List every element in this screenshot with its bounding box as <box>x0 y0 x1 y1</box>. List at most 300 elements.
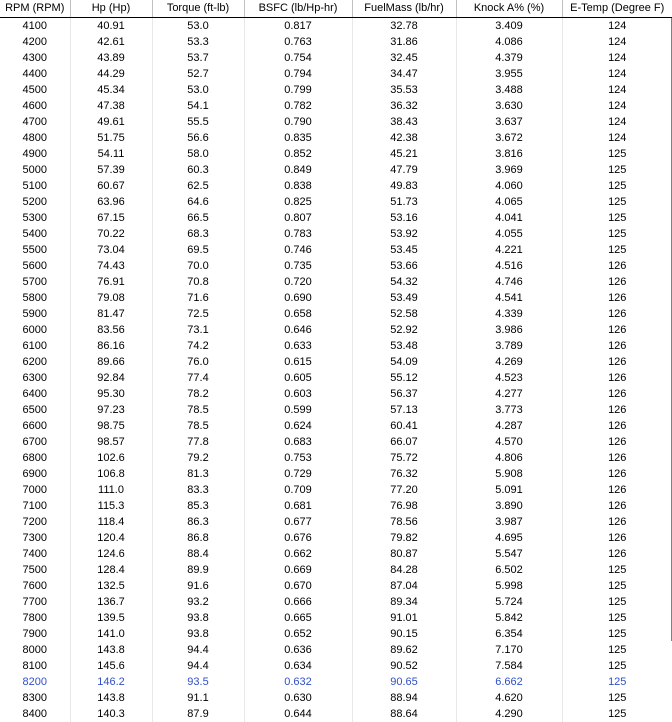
table-cell: 5000 <box>0 162 70 178</box>
table-cell: 75.72 <box>352 450 456 466</box>
table-cell: 125 <box>562 210 672 226</box>
table-cell: 3.816 <box>456 146 562 162</box>
table-cell: 49.83 <box>352 178 456 194</box>
table-cell: 7800 <box>0 610 70 626</box>
table-cell: 8100 <box>0 658 70 674</box>
table-cell: 0.838 <box>244 178 352 194</box>
table-cell: 8400 <box>0 706 70 722</box>
table-cell: 125 <box>562 162 672 178</box>
table-cell: 66.5 <box>152 210 244 226</box>
table-cell: 4.516 <box>456 258 562 274</box>
table-cell: 7700 <box>0 594 70 610</box>
table-cell: 3.789 <box>456 338 562 354</box>
table-cell: 32.45 <box>352 50 456 66</box>
table-cell: 126 <box>562 338 672 354</box>
table-cell: 140.3 <box>70 706 152 722</box>
table-cell: 4.570 <box>456 434 562 450</box>
table-header <box>0 0 672 18</box>
table-cell: 4.277 <box>456 386 562 402</box>
table-cell: 86.8 <box>152 530 244 546</box>
table-cell: 4.290 <box>456 706 562 722</box>
table-cell: 70.8 <box>152 274 244 290</box>
table-cell: 53.45 <box>352 242 456 258</box>
table-cell: 47.79 <box>352 162 456 178</box>
table-cell: 102.6 <box>70 450 152 466</box>
table-cell: 73.04 <box>70 242 152 258</box>
table-cell: 146.2 <box>70 674 152 690</box>
table-cell: 125 <box>562 146 672 162</box>
table-cell: 0.729 <box>244 466 352 482</box>
table-row[interactable] <box>0 370 672 386</box>
table-cell: 136.7 <box>70 594 152 610</box>
table-row[interactable] <box>0 450 672 466</box>
table-cell: 125 <box>562 642 672 658</box>
table-cell: 125 <box>562 626 672 642</box>
table-cell: 124 <box>562 98 672 114</box>
table-cell: 0.807 <box>244 210 352 226</box>
table-cell: 3.672 <box>456 130 562 146</box>
table-cell: 7.170 <box>456 642 562 658</box>
table-cell: 68.3 <box>152 226 244 242</box>
table-row[interactable] <box>0 482 672 498</box>
table-row[interactable] <box>0 434 672 450</box>
table-cell: 0.677 <box>244 514 352 530</box>
table-row[interactable] <box>0 226 672 242</box>
column-header-hp[interactable]: Hp (Hp) <box>70 0 152 18</box>
table-cell: 7.584 <box>456 658 562 674</box>
table-cell: 53.3 <box>152 34 244 50</box>
table-cell: 6800 <box>0 450 70 466</box>
table-cell: 0.624 <box>244 418 352 434</box>
table-row[interactable] <box>0 690 672 706</box>
table-cell: 0.720 <box>244 274 352 290</box>
table-cell: 125 <box>562 562 672 578</box>
table-cell: 85.3 <box>152 498 244 514</box>
table-row[interactable] <box>0 18 672 35</box>
table-cell: 72.5 <box>152 306 244 322</box>
table-cell: 126 <box>562 434 672 450</box>
table-cell: 53.48 <box>352 338 456 354</box>
table-row[interactable] <box>0 114 672 130</box>
table-cell: 64.6 <box>152 194 244 210</box>
table-cell: 120.4 <box>70 530 152 546</box>
table-cell: 88.94 <box>352 690 456 706</box>
table-cell: 53.92 <box>352 226 456 242</box>
table-cell: 89.62 <box>352 642 456 658</box>
table-cell: 86.16 <box>70 338 152 354</box>
table-cell: 3.986 <box>456 322 562 338</box>
table-cell: 0.825 <box>244 194 352 210</box>
table-cell: 76.0 <box>152 354 244 370</box>
table-row[interactable] <box>0 34 672 50</box>
table-cell: 3.969 <box>456 162 562 178</box>
table-row[interactable] <box>0 274 672 290</box>
table-cell: 94.4 <box>152 658 244 674</box>
table-cell: 54.09 <box>352 354 456 370</box>
table-cell: 0.605 <box>244 370 352 386</box>
table-cell: 93.2 <box>152 594 244 610</box>
table-cell: 125 <box>562 610 672 626</box>
table-cell: 125 <box>562 674 672 690</box>
column-header-bsfc[interactable]: BSFC (lb/Hp-hr) <box>244 0 352 18</box>
table-row[interactable] <box>0 466 672 482</box>
column-header-etemp[interactable]: E-Temp (Degree F) <box>562 0 672 18</box>
table-row[interactable] <box>0 386 672 402</box>
table-cell: 88.4 <box>152 546 244 562</box>
table-cell: 0.783 <box>244 226 352 242</box>
table-cell: 4900 <box>0 146 70 162</box>
table-row[interactable] <box>0 514 672 530</box>
table-cell: 0.690 <box>244 290 352 306</box>
table-row[interactable] <box>0 258 672 274</box>
table-cell: 93.5 <box>152 674 244 690</box>
table-cell: 6300 <box>0 370 70 386</box>
table-cell: 79.2 <box>152 450 244 466</box>
table-cell: 76.32 <box>352 466 456 482</box>
table-row[interactable] <box>0 66 672 82</box>
table-cell: 78.2 <box>152 386 244 402</box>
table-cell: 0.669 <box>244 562 352 578</box>
table-row[interactable] <box>0 98 672 114</box>
table-cell: 3.637 <box>456 114 562 130</box>
table-cell: 0.632 <box>244 674 352 690</box>
table-row[interactable] <box>0 130 672 146</box>
table-row[interactable] <box>0 50 672 66</box>
table-cell: 125 <box>562 690 672 706</box>
table-cell: 4500 <box>0 82 70 98</box>
table-row[interactable] <box>0 530 672 546</box>
table-cell: 94.4 <box>152 642 244 658</box>
table-cell: 126 <box>562 274 672 290</box>
table-cell: 58.0 <box>152 146 244 162</box>
table-cell: 6500 <box>0 402 70 418</box>
table-cell: 60.67 <box>70 178 152 194</box>
table-cell: 3.987 <box>456 514 562 530</box>
table-row[interactable] <box>0 210 672 226</box>
table-cell: 34.47 <box>352 66 456 82</box>
table-cell: 125 <box>562 226 672 242</box>
table-cell: 124 <box>562 18 672 35</box>
table-cell: 124 <box>562 50 672 66</box>
table-cell: 0.763 <box>244 34 352 50</box>
table-row[interactable] <box>0 578 672 594</box>
table-cell: 4700 <box>0 114 70 130</box>
table-cell: 92.84 <box>70 370 152 386</box>
table-cell: 7300 <box>0 530 70 546</box>
table-cell: 74.2 <box>152 338 244 354</box>
table-cell: 98.57 <box>70 434 152 450</box>
table-cell: 0.754 <box>244 50 352 66</box>
table-cell: 87.04 <box>352 578 456 594</box>
table-cell: 42.61 <box>70 34 152 50</box>
table-cell: 4.806 <box>456 450 562 466</box>
table-row[interactable] <box>0 162 672 178</box>
table-cell: 76.91 <box>70 274 152 290</box>
table-cell: 76.98 <box>352 498 456 514</box>
column-header-rpm[interactable]: RPM (RPM) <box>0 0 70 18</box>
table-cell: 4600 <box>0 98 70 114</box>
table-cell: 124 <box>562 66 672 82</box>
table-cell: 8000 <box>0 642 70 658</box>
table-cell: 4300 <box>0 50 70 66</box>
table-cell: 81.3 <box>152 466 244 482</box>
table-row[interactable] <box>0 658 672 674</box>
table-cell: 7400 <box>0 546 70 562</box>
table-cell: 125 <box>562 242 672 258</box>
table-cell: 51.75 <box>70 130 152 146</box>
table-cell: 125 <box>562 178 672 194</box>
table-cell: 0.670 <box>244 578 352 594</box>
table-cell: 78.5 <box>152 402 244 418</box>
table-cell: 7100 <box>0 498 70 514</box>
table-cell: 0.662 <box>244 546 352 562</box>
table-cell: 4.287 <box>456 418 562 434</box>
table-cell: 0.852 <box>244 146 352 162</box>
table-cell: 71.6 <box>152 290 244 306</box>
table-cell: 4.620 <box>456 690 562 706</box>
table-cell: 5.908 <box>456 466 562 482</box>
table-cell: 62.5 <box>152 178 244 194</box>
table-cell: 143.8 <box>70 642 152 658</box>
table-cell: 3.890 <box>456 498 562 514</box>
table-cell: 126 <box>562 322 672 338</box>
table-cell: 0.753 <box>244 450 352 466</box>
table-cell: 91.1 <box>152 690 244 706</box>
table-cell: 7900 <box>0 626 70 642</box>
table-cell: 6000 <box>0 322 70 338</box>
table-cell: 5600 <box>0 258 70 274</box>
table-cell: 0.599 <box>244 402 352 418</box>
table-cell: 53.66 <box>352 258 456 274</box>
table-cell: 0.794 <box>244 66 352 82</box>
table-row[interactable] <box>0 642 672 658</box>
table-cell: 6.502 <box>456 562 562 578</box>
table-cell: 60.3 <box>152 162 244 178</box>
table-cell: 5100 <box>0 178 70 194</box>
table-cell: 45.34 <box>70 82 152 98</box>
table-cell: 86.3 <box>152 514 244 530</box>
table-cell: 6200 <box>0 354 70 370</box>
table-cell: 56.6 <box>152 130 244 146</box>
table-cell: 7600 <box>0 578 70 594</box>
table-cell: 0.646 <box>244 322 352 338</box>
table-row[interactable] <box>0 706 672 722</box>
table-cell: 0.652 <box>244 626 352 642</box>
table-cell: 124 <box>562 114 672 130</box>
table-cell: 126 <box>562 258 672 274</box>
table-cell: 3.773 <box>456 402 562 418</box>
table-row[interactable] <box>0 146 672 162</box>
table-cell: 126 <box>562 386 672 402</box>
table-cell: 0.735 <box>244 258 352 274</box>
table-cell: 0.630 <box>244 690 352 706</box>
table-cell: 0.634 <box>244 658 352 674</box>
table-cell: 8300 <box>0 690 70 706</box>
table-cell: 91.6 <box>152 578 244 594</box>
table-cell: 51.73 <box>352 194 456 210</box>
table-cell: 6600 <box>0 418 70 434</box>
table-cell: 125 <box>562 658 672 674</box>
table-cell: 89.9 <box>152 562 244 578</box>
table-cell: 66.07 <box>352 434 456 450</box>
table-row[interactable] <box>0 354 672 370</box>
table-cell: 0.746 <box>244 242 352 258</box>
table-row[interactable] <box>0 562 672 578</box>
table-cell: 0.666 <box>244 594 352 610</box>
table-cell: 93.8 <box>152 610 244 626</box>
table-cell: 0.683 <box>244 434 352 450</box>
table-cell: 54.11 <box>70 146 152 162</box>
table-cell: 5700 <box>0 274 70 290</box>
table-cell: 83.56 <box>70 322 152 338</box>
table-cell: 89.34 <box>352 594 456 610</box>
table-row[interactable] <box>0 610 672 626</box>
table-cell: 0.790 <box>244 114 352 130</box>
table-row[interactable] <box>0 402 672 418</box>
table-cell: 4.055 <box>456 226 562 242</box>
table-cell: 98.75 <box>70 418 152 434</box>
table-row[interactable] <box>0 626 672 642</box>
table-cell: 7200 <box>0 514 70 530</box>
table-cell: 6700 <box>0 434 70 450</box>
table-cell: 126 <box>562 466 672 482</box>
table-cell: 139.5 <box>70 610 152 626</box>
column-header-torque[interactable]: Torque (ft-lb) <box>152 0 244 18</box>
table-cell: 70.22 <box>70 226 152 242</box>
table-cell: 93.8 <box>152 626 244 642</box>
table-cell: 6900 <box>0 466 70 482</box>
table-cell: 4.086 <box>456 34 562 50</box>
table-cell: 95.30 <box>70 386 152 402</box>
table-cell: 0.709 <box>244 482 352 498</box>
table-cell: 5.547 <box>456 546 562 562</box>
table-cell: 124 <box>562 130 672 146</box>
table-cell: 5.998 <box>456 578 562 594</box>
table-cell: 67.15 <box>70 210 152 226</box>
table-cell: 55.5 <box>152 114 244 130</box>
table-cell: 36.32 <box>352 98 456 114</box>
table-cell: 126 <box>562 546 672 562</box>
table-cell: 118.4 <box>70 514 152 530</box>
table-row[interactable] <box>0 498 672 514</box>
table-row[interactable] <box>0 194 672 210</box>
table-cell: 4.379 <box>456 50 562 66</box>
table-cell: 4100 <box>0 18 70 35</box>
table-row[interactable] <box>0 242 672 258</box>
table-cell: 4200 <box>0 34 70 50</box>
table-row[interactable] <box>0 306 672 322</box>
table-cell: 143.8 <box>70 690 152 706</box>
table-cell: 0.636 <box>244 642 352 658</box>
table-cell: 141.0 <box>70 626 152 642</box>
table-cell: 54.32 <box>352 274 456 290</box>
table-cell: 0.658 <box>244 306 352 322</box>
table-cell: 87.9 <box>152 706 244 722</box>
column-header-fuelmass[interactable]: FuelMass (lb/hr) <box>352 0 456 18</box>
table-cell: 6.354 <box>456 626 562 642</box>
table-cell: 6100 <box>0 338 70 354</box>
table-cell: 4.221 <box>456 242 562 258</box>
table-cell: 88.64 <box>352 706 456 722</box>
table-cell: 132.5 <box>70 578 152 594</box>
table-cell: 111.0 <box>70 482 152 498</box>
table-cell: 81.47 <box>70 306 152 322</box>
table-cell: 69.5 <box>152 242 244 258</box>
table-row[interactable] <box>0 322 672 338</box>
table-cell: 0.782 <box>244 98 352 114</box>
table-cell: 0.799 <box>244 82 352 98</box>
table-cell: 0.849 <box>244 162 352 178</box>
table-cell: 5.842 <box>456 610 562 626</box>
table-cell: 124.6 <box>70 546 152 562</box>
table-row[interactable] <box>0 338 672 354</box>
table-cell: 47.38 <box>70 98 152 114</box>
table-cell: 5300 <box>0 210 70 226</box>
table-cell: 4.339 <box>456 306 562 322</box>
table-cell: 5500 <box>0 242 70 258</box>
table-row[interactable] <box>0 674 672 690</box>
table-cell: 3.488 <box>456 82 562 98</box>
table-cell: 0.633 <box>244 338 352 354</box>
table-cell: 79.82 <box>352 530 456 546</box>
table-cell: 90.52 <box>352 658 456 674</box>
table-cell: 0.817 <box>244 18 352 35</box>
table-cell: 38.43 <box>352 114 456 130</box>
table-row[interactable] <box>0 546 672 562</box>
table-cell: 4.065 <box>456 194 562 210</box>
table-cell: 5.091 <box>456 482 562 498</box>
table-cell: 52.7 <box>152 66 244 82</box>
table-row[interactable] <box>0 594 672 610</box>
table-cell: 49.61 <box>70 114 152 130</box>
table-cell: 60.41 <box>352 418 456 434</box>
table-cell: 0.681 <box>244 498 352 514</box>
table-cell: 0.835 <box>244 130 352 146</box>
table-cell: 125 <box>562 194 672 210</box>
table-row[interactable] <box>0 290 672 306</box>
table-cell: 89.66 <box>70 354 152 370</box>
table-cell: 126 <box>562 306 672 322</box>
column-header-knock[interactable]: Knock A% (%) <box>456 0 562 18</box>
table-cell: 84.28 <box>352 562 456 578</box>
table-cell: 32.78 <box>352 18 456 35</box>
table-cell: 4.695 <box>456 530 562 546</box>
table-cell: 115.3 <box>70 498 152 514</box>
table-cell: 43.89 <box>70 50 152 66</box>
table-cell: 53.0 <box>152 18 244 35</box>
table-cell: 126 <box>562 530 672 546</box>
table-cell: 106.8 <box>70 466 152 482</box>
table-cell: 4800 <box>0 130 70 146</box>
table-cell: 53.16 <box>352 210 456 226</box>
table-cell: 77.8 <box>152 434 244 450</box>
table-cell: 31.86 <box>352 34 456 50</box>
table-cell: 124 <box>562 34 672 50</box>
table-cell: 4.041 <box>456 210 562 226</box>
table-cell: 128.4 <box>70 562 152 578</box>
table-cell: 78.5 <box>152 418 244 434</box>
table-row[interactable] <box>0 82 672 98</box>
table-cell: 126 <box>562 450 672 466</box>
table-row[interactable] <box>0 178 672 194</box>
table-row[interactable] <box>0 418 672 434</box>
table-cell: 42.38 <box>352 130 456 146</box>
table-cell: 126 <box>562 370 672 386</box>
table-cell: 73.1 <box>152 322 244 338</box>
table-cell: 53.49 <box>352 290 456 306</box>
table-cell: 55.12 <box>352 370 456 386</box>
table-cell: 3.955 <box>456 66 562 82</box>
